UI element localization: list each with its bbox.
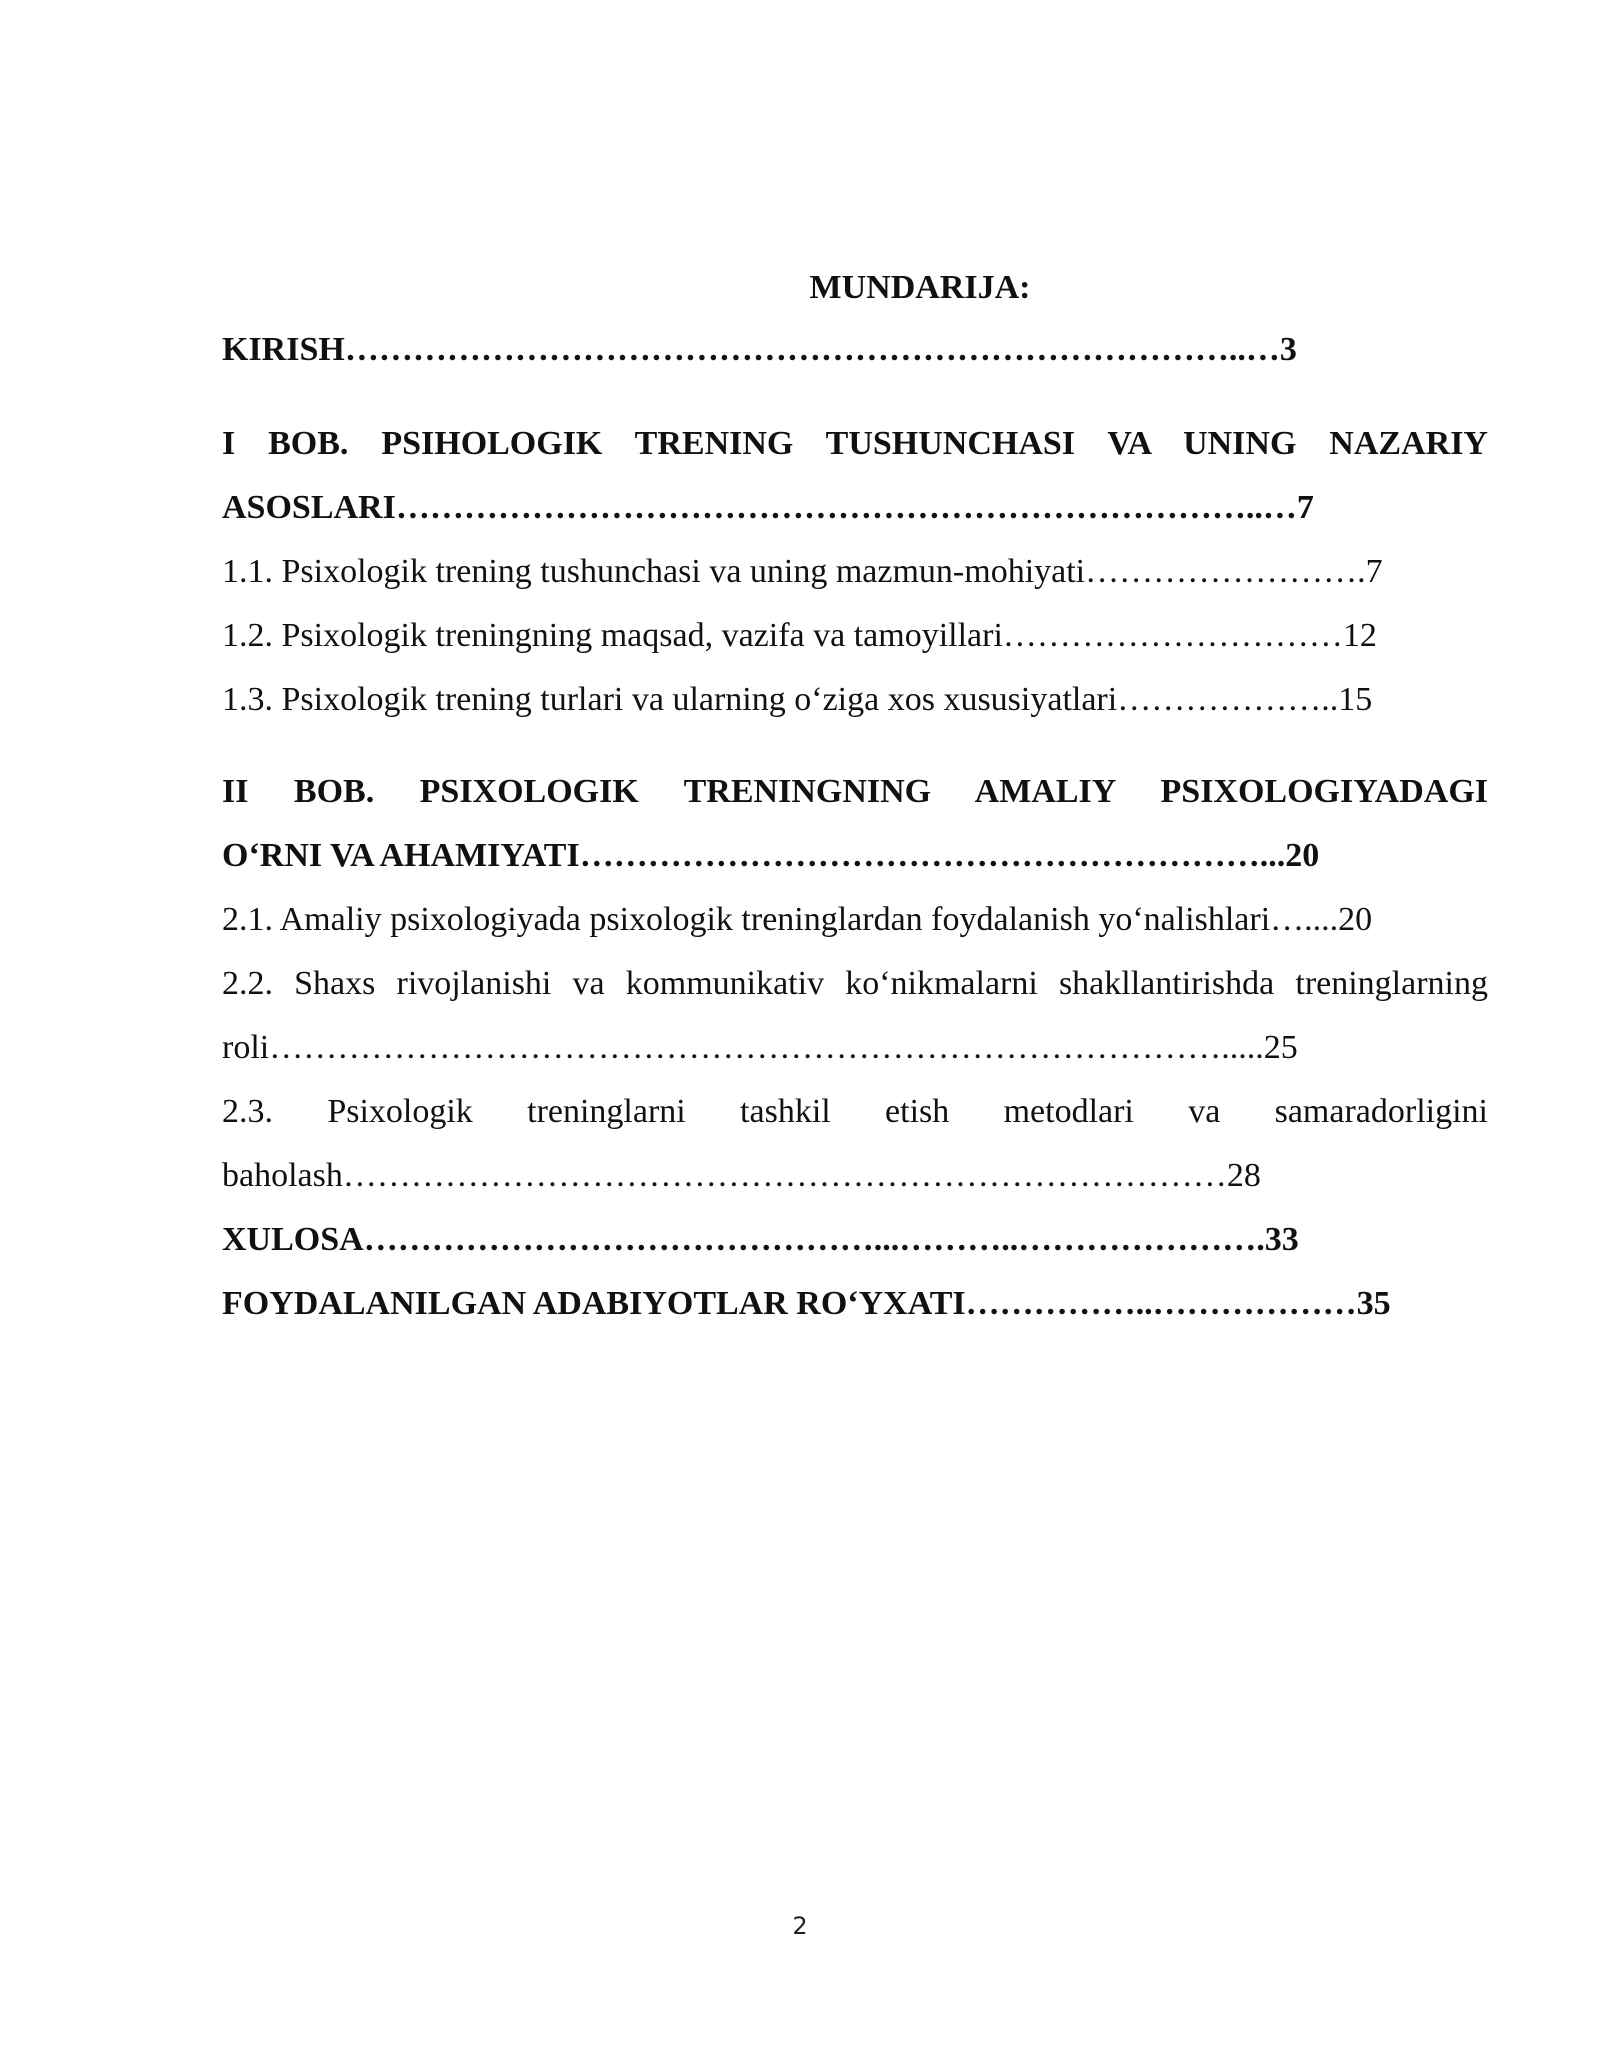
toc-entry-chapter-1-title: I BOB. PSIHOLOGIK TRENING TUSHUNCHASI VA UNING NAZARIY <box>222 425 1488 462</box>
toc-entry-chapter-1-title-cont: ASOSLARI…………………………………………………………………..…7 <box>222 489 1314 526</box>
toc-entry-2-1: 2.1. Amaliy psixologiyada psixologik treninglardan foydalanish yoʻnalishlari…....20 <box>222 901 1373 938</box>
toc-entry-2-3: 2.3. Psixologik treninglarni tashkil etish metodlari va samaradorligini <box>222 1093 1488 1130</box>
toc-entry-xulosa: XULOSA………………………………………...………..………………….33 <box>222 1221 1299 1258</box>
toc-title: MUNDARIJA: <box>809 269 1031 306</box>
toc-entry-1-1: 1.1. Psixologik trening tushunchasi va uning mazmun-mohiyati…………………….7 <box>222 553 1383 590</box>
toc-entry-2-2-cont: roli………………………………………………………………………….....25 <box>222 1029 1298 1066</box>
toc-entry-1-2: 1.2. Psixologik treningning maqsad, vazifa va tamoyillari…………………………12 <box>222 617 1377 654</box>
toc-entry-chapter-2-title: II BOB. PSIXOLOGIK TRENINGNING AMALIY PSIXOLOGIYADAGI <box>222 773 1488 810</box>
toc-entry-chapter-2-title-cont: OʻRNI VA AHAMIYATI……………………………………………………...20 <box>222 837 1320 874</box>
toc-entry-2-2: 2.2. Shaxs rivojlanishi va kommunikativ koʻnikmalarni shakllantirishda treninglarning <box>222 965 1488 1002</box>
toc-entry-1-3: 1.3. Psixologik trening turlari va ularning oʻziga xos xususiyatlari………………..15 <box>222 681 1373 718</box>
page-number: 2 <box>792 1912 808 1940</box>
table-of-contents <box>222 258 1488 1336</box>
toc-entry-bibliography: FOYDALANILGAN ADABIYOTLAR ROʻYXATI……………..………………35 <box>222 1285 1391 1322</box>
toc-entry-2-3-cont: baholash……………………………………………………………………28 <box>222 1157 1261 1194</box>
toc-entry-kirish: KIRISH……………………………………………………………………..…3 <box>222 331 1297 368</box>
